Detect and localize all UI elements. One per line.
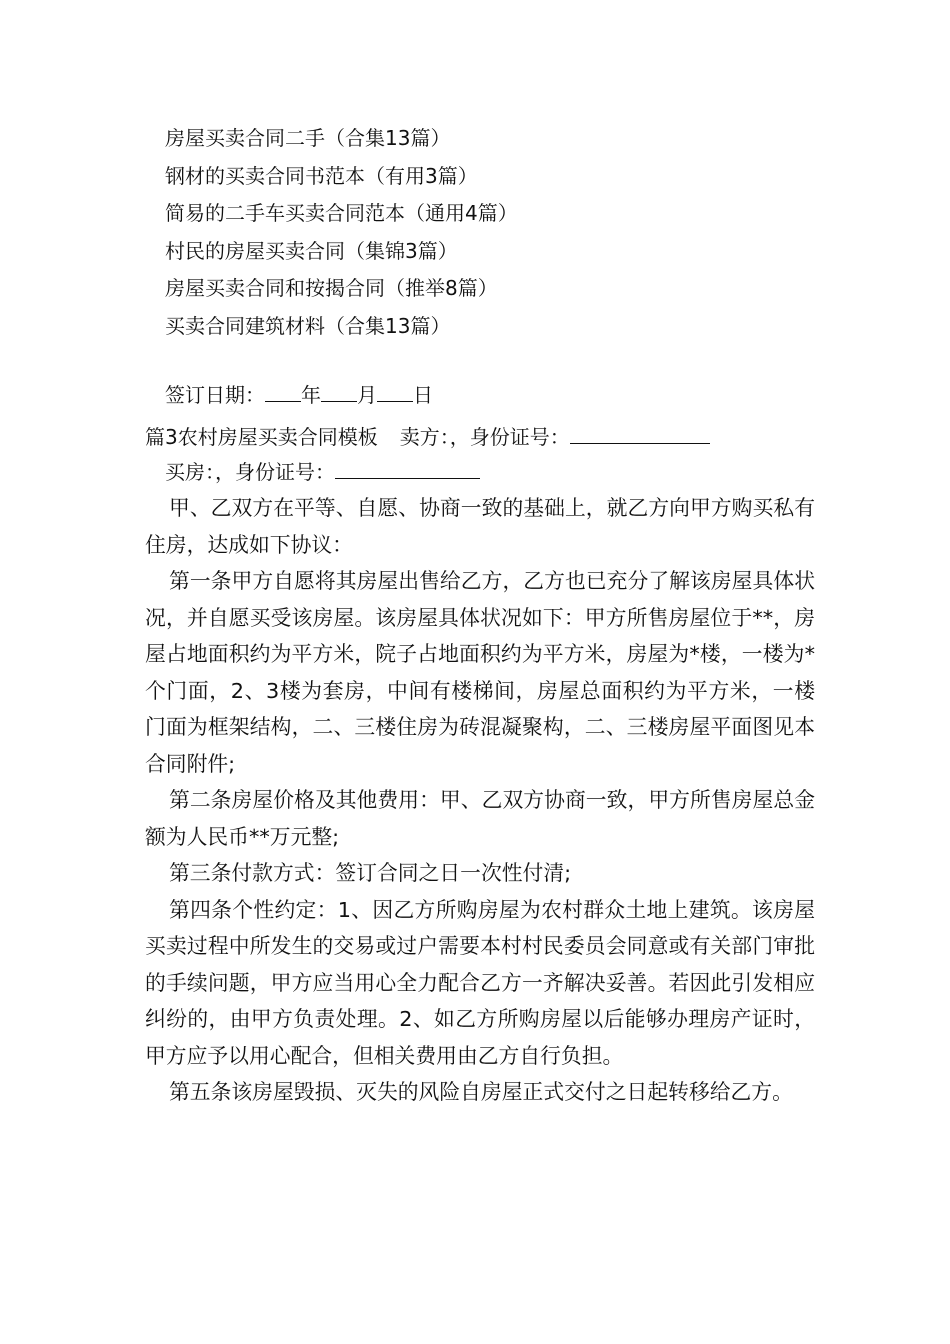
related-link-2[interactable]: 钢材的买卖合同书范本（有用3篇） (165, 163, 478, 188)
year-label: 年 (301, 383, 321, 407)
buyer-label: 买房：，身份证号： (165, 460, 335, 484)
paragraph-intro: 甲、乙双方在平等、自愿、协商一致的基础上，就乙方向甲方购买私有住房，达成如下协议： (145, 496, 815, 557)
month-label: 月 (357, 383, 377, 407)
month-blank (321, 381, 357, 402)
related-links-list (165, 120, 518, 345)
related-link-4[interactable]: 村民的房屋买卖合同（集锦3篇） (165, 238, 458, 263)
related-link-6[interactable]: 买卖合同建筑材料（合集13篇） (165, 313, 451, 338)
sign-date-line (165, 381, 433, 409)
seller-label: 卖方：，身份证号： (399, 425, 570, 449)
related-link-5[interactable]: 房屋买卖合同和按揭合同（推举8篇） (165, 276, 498, 300)
related-link-3[interactable]: 简易的二手车买卖合同范本（通用4篇） (165, 201, 518, 225)
year-blank (265, 381, 301, 402)
day-blank (377, 381, 413, 402)
paragraph-article-5: 第五条该房屋毁损、灭失的风险自房屋正式交付之日起转移给乙方。 (169, 1080, 793, 1104)
paragraph-article-1: 第一条甲方自愿将其房屋出售给乙方，乙方也已充分了解该房屋具体状况，并自愿买受该房屋。该房屋具体状况如下：甲方所售房屋位于**，房屋占地面积约为平方米，院子占地面积约为平方米，房屋为*楼，一楼为*个门面，2、3楼为套房，中间有楼梯间，房屋总面积约为平方米，一楼门面为框架结构，二、三楼住房为砖混凝聚构，二、三楼房屋平面图见本合同附件; (145, 569, 815, 776)
paragraph-article-4: 第四条个性约定：1、因乙方所购房屋为农村群众土地上建筑。该房屋买卖过程中所发生的交易或过户需要本村村民委员会同意或有关部门审批的手续问题，甲方应当用心全力配合乙方一齐解决妥善。若因此引发相应纠纷的，由甲方负责处理。2、如乙方所购房屋以后能够办理房产证时，甲方应予以用心配合，但相关费用由乙方自行负担。 (145, 897, 815, 1068)
section-heading-line (145, 423, 710, 451)
contract-body (145, 490, 815, 1111)
related-link-1[interactable]: 房屋买卖合同二手（合集13篇） (165, 126, 451, 150)
paragraph-article-3: 第三条付款方式：签订合同之日一次性付清; (169, 861, 572, 885)
buyer-line (165, 458, 480, 486)
day-label: 日 (413, 383, 433, 407)
section-title: 篇3农村房屋买卖合同模板 (145, 425, 378, 449)
sign-date-label: 签订日期： (165, 383, 265, 407)
buyer-id-blank (335, 458, 480, 479)
paragraph-article-2: 第二条房屋价格及其他费用：甲、乙双方协商一致，甲方所售房屋总金额为人民币**万元整; (145, 788, 815, 849)
seller-id-blank (570, 423, 710, 444)
